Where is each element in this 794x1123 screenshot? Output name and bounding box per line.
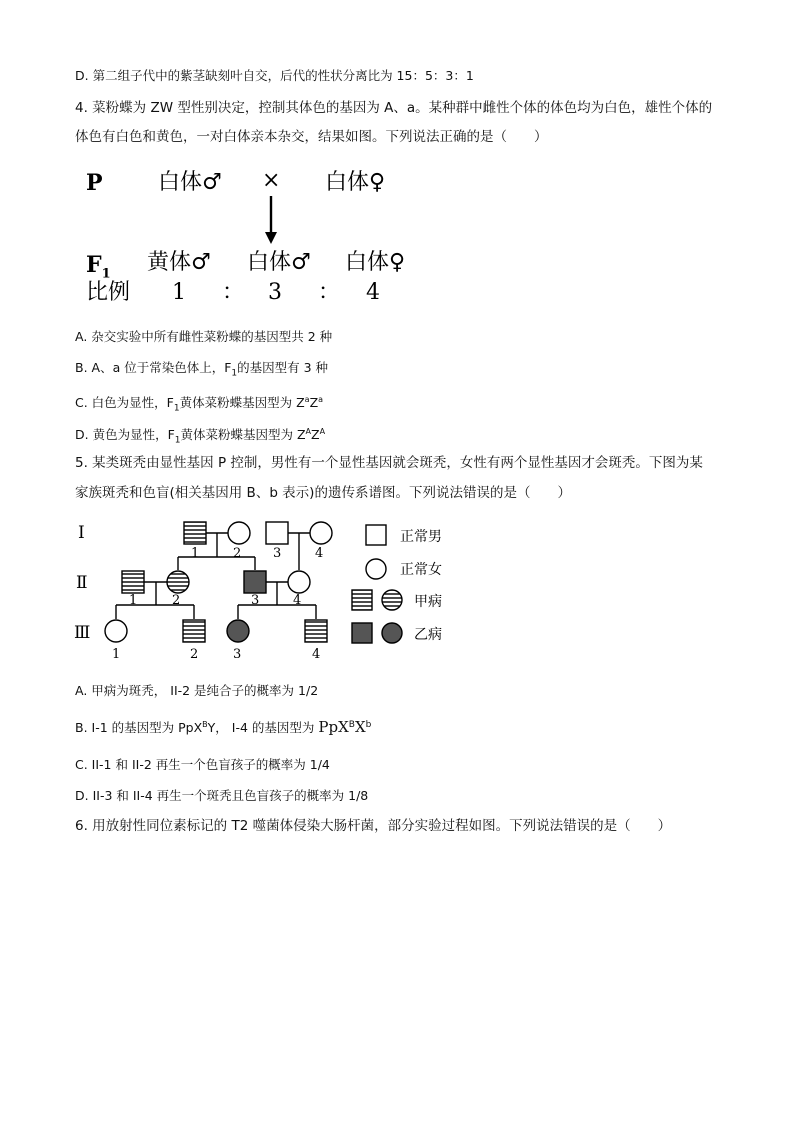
q4-option-a: A. 杂交实验中所有雌性菜粉蝶的基因型共 2 种 [75,329,333,344]
pedigree-III4-affected-male [305,620,327,642]
svg-text:3: 3 [251,593,260,608]
legend-normal-male: 正常男 [400,529,442,545]
arrow-down-icon [262,196,282,246]
f1-white-male: 白体♂ [247,250,311,275]
legend-disease-b: 乙病 [414,627,442,643]
legend-disease-a: 甲病 [414,594,442,610]
svg-text:4: 4 [315,546,324,561]
q5-option-c: C. II-1 和 II-2 再生一个色盲孩子的概率为 1/4 [75,757,330,772]
parent-generation-label: P [86,170,103,196]
pedigree-III1-normal-female [105,620,127,642]
q4-option-b: B. A、a 位于常染色体上，$F_1$的基因型有 3 种 [75,360,329,379]
legend-normal-male-icon [366,525,386,545]
pedigree-II4-normal-female [288,571,310,593]
legend-normal-female-icon [366,559,386,579]
svg-text:3: 3 [233,647,242,662]
q4-stem-line1: 4. 菜粉蝶为 ZW 型性别决定，控制其体色的基因为 A、a。某种群中雌性个体的体色均为白色，雄性个体的 [75,100,713,116]
legend-normal-female: 正常女 [400,562,442,578]
pedigree-I4-normal-female [310,522,332,544]
f1-generation-label: $F_1$ [86,252,111,282]
generation-label-1: Ⅰ [78,523,85,543]
legend-disease-a-male-icon [352,590,372,610]
svg-text:2: 2 [190,647,199,662]
q4-stem-line2: 体色有白色和黄色，一对白体亲本杂交，结果如图。下列说法正确的是（ ） [75,129,548,145]
svg-text:1: 1 [112,647,121,662]
pedigree-chart [70,512,470,664]
q5-option-a: A. 甲病为斑秃， II-2 是纯合子的概率为 1/2 [75,683,319,698]
q3-option-d: D. 第二组子代中的紫茎缺刻叶自交，后代的性状分离比为 15：5：3：1 [75,68,474,83]
parent-female: 白体♀ [325,170,386,195]
pedigree-I1-affected-male [184,522,206,544]
svg-text:2: 2 [172,593,181,608]
pedigree-III3-affected-female [227,620,249,642]
svg-text:4: 4 [312,647,321,662]
generation-label-3: Ⅲ [74,623,91,643]
legend-disease-a-female-icon [382,590,402,610]
ratio-separator-2: ： [318,280,341,305]
ratio-value-3: 4 [366,280,380,305]
ratio-value-2: 3 [268,280,282,305]
pedigree-III2-affected-male [183,620,205,642]
q5-option-d: D. II-3 和 II-4 再生一个斑秃且色盲孩子的概率为 1/8 [75,788,369,803]
generation-label-2: Ⅱ [76,573,88,593]
pedigree-II2-affected-female [167,571,189,593]
f1-yellow-male: 黄体♂ [147,250,211,275]
q5-option-b: B. I-1 的基因型为 PpX$^B$Y， I-4 的基因型为 $PpX^BX^b$ [75,718,372,737]
svg-text:2: 2 [233,546,242,561]
pedigree-II1-affected-male [122,571,144,593]
svg-text:1: 1 [191,546,200,561]
pedigree-I3-normal-male [266,522,288,544]
pedigree-II3-affected-male [244,571,266,593]
svg-text:4: 4 [293,593,302,608]
legend-disease-b-female-icon [382,623,402,643]
q5-stem-line1: 5. 某类斑秃由显性基因 P 控制，男性有一个显性基因就会斑秃，女性有两个显性基因才会斑秃。下图为某 [75,455,703,471]
q6-stem: 6. 用放射性同位素标记的 T2 噬菌体侵染大肠杆菌，部分实验过程如图。下列说法错误的是（ ） [75,818,672,834]
f1-white-female: 白体♀ [345,250,406,275]
ratio-separator-1: ： [222,280,245,305]
legend-disease-b-male-icon [352,623,372,643]
ratio-value-1: 1 [172,280,186,305]
q5-stem-line2: 家族斑秃和色盲(相关基因用 B、b 表示)的遗传系谱图。下列说法错误的是（ ） [75,485,571,501]
cross-symbol: × [262,168,281,193]
q4-option-c: C. 白色为显性，$F_1$黄体菜粉蝶基因型为 $Z^aZ^a$ [75,395,324,414]
svg-text:1: 1 [129,593,138,608]
q4-option-d: D. 黄色为显性，$F_1$黄体菜粉蝶基因型为 $Z^AZ^A$ [75,427,326,446]
svg-text:3: 3 [273,546,282,561]
ratio-label: 比例 [86,280,131,305]
pedigree-I2-normal-female [228,522,250,544]
parent-male: 白体♂ [158,170,222,195]
